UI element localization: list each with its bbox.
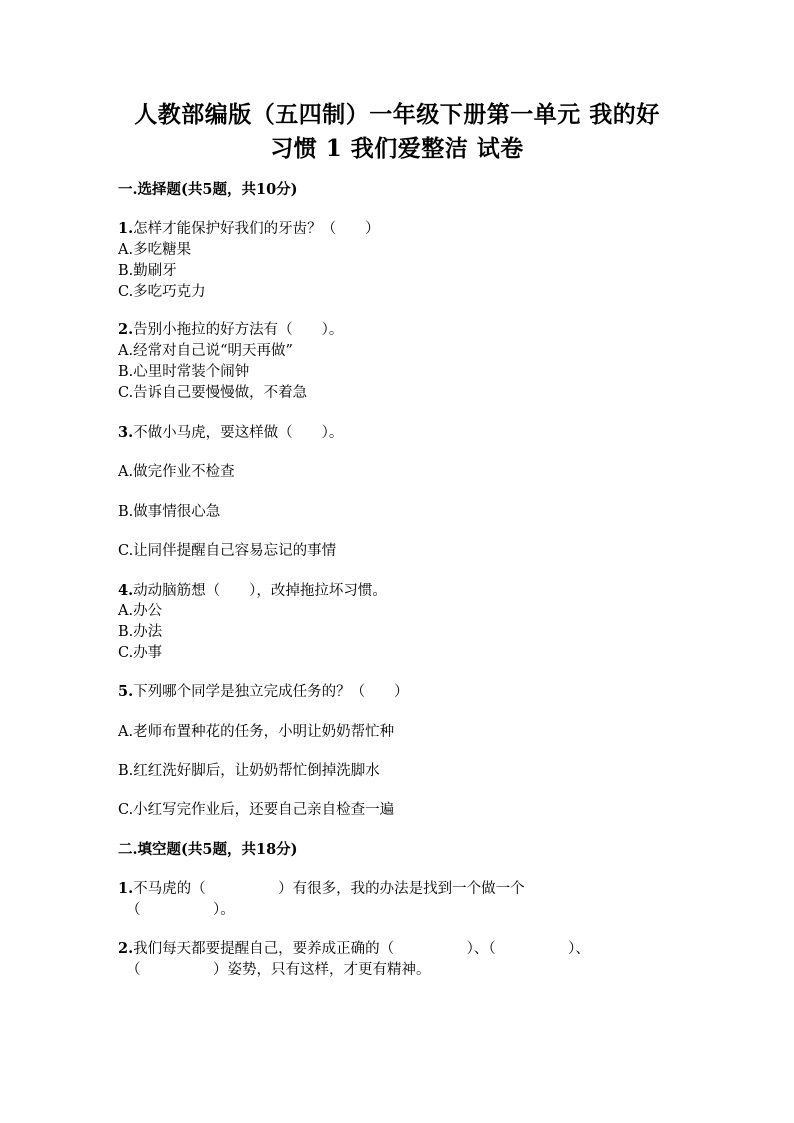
question	[118, 318, 343, 339]
question-text: 告别小拖拉的好方法有（ ）。	[133, 322, 344, 338]
option: C.多吃巧克力	[118, 284, 206, 300]
question-text: 我们每天都要提醒自己，要养成正确的（ ）、（ ）、	[133, 941, 590, 957]
option: C.让同伴提醒自己容易忘记的事情	[118, 543, 337, 559]
question-text: 不马虎的（ ）有很多，我的办法是找到一个做一个	[133, 881, 525, 897]
question-number: 3.	[118, 424, 134, 441]
question-number: 1.	[118, 220, 134, 237]
question	[118, 680, 409, 701]
question-number: 5.	[118, 683, 134, 700]
question-number: 1.	[118, 880, 134, 897]
option: B.办法	[118, 624, 163, 640]
question-text: 下列哪个同学是独立完成任务的？（ ）	[133, 684, 409, 700]
option: C.告诉自己要慢慢做，不着急	[118, 385, 308, 401]
fill-question-continuation: （ ）姿势，只有这样，才更有精神。	[126, 962, 431, 978]
section-heading-fill: 二.填空题(共5题，共18分)	[118, 841, 298, 858]
question-text: 动动脑筋想（ ），改掉拖拉坏习惯。	[133, 583, 387, 599]
option: A.办公	[118, 603, 163, 619]
exam-title-line1: 人教部编版（五四制）一年级下册第一单元 我的好	[134, 101, 660, 128]
option: A.多吃糖果	[118, 242, 192, 258]
question-number: 2.	[118, 321, 134, 338]
exam-title-line2: 习惯 1 我们爱整洁 试卷	[270, 135, 524, 162]
option: A.经常对自己说“明天再做”	[118, 343, 293, 359]
option: C.办事	[118, 645, 163, 661]
option: C.小红写完作业后，还要自己亲自检查一遍	[118, 802, 395, 818]
question	[118, 421, 343, 442]
section-heading-choice: 一.选择题(共5题，共10分)	[118, 181, 298, 198]
fill-question	[118, 877, 525, 898]
option: A.做完作业不检查	[118, 464, 235, 480]
question-text: 怎样才能保护好我们的牙齿？（ ）	[133, 221, 380, 237]
question-number: 4.	[118, 582, 134, 599]
option: B.勤刷牙	[118, 263, 177, 279]
question-number: 2.	[118, 940, 134, 957]
option: B.心里时常装个闹钟	[118, 364, 250, 380]
question-text: 不做小马虎，要这样做（ ）。	[133, 425, 344, 441]
option: B.红红洗好脚后，让奶奶帮忙倒掉洗脚水	[118, 763, 380, 779]
option: A.老师布置种花的任务，小明让奶奶帮忙种	[118, 724, 395, 740]
fill-question	[118, 937, 590, 958]
option: B.做事情很心急	[118, 504, 221, 520]
fill-question-continuation: （ ）。	[126, 902, 235, 918]
question	[118, 217, 380, 238]
question	[118, 579, 387, 600]
